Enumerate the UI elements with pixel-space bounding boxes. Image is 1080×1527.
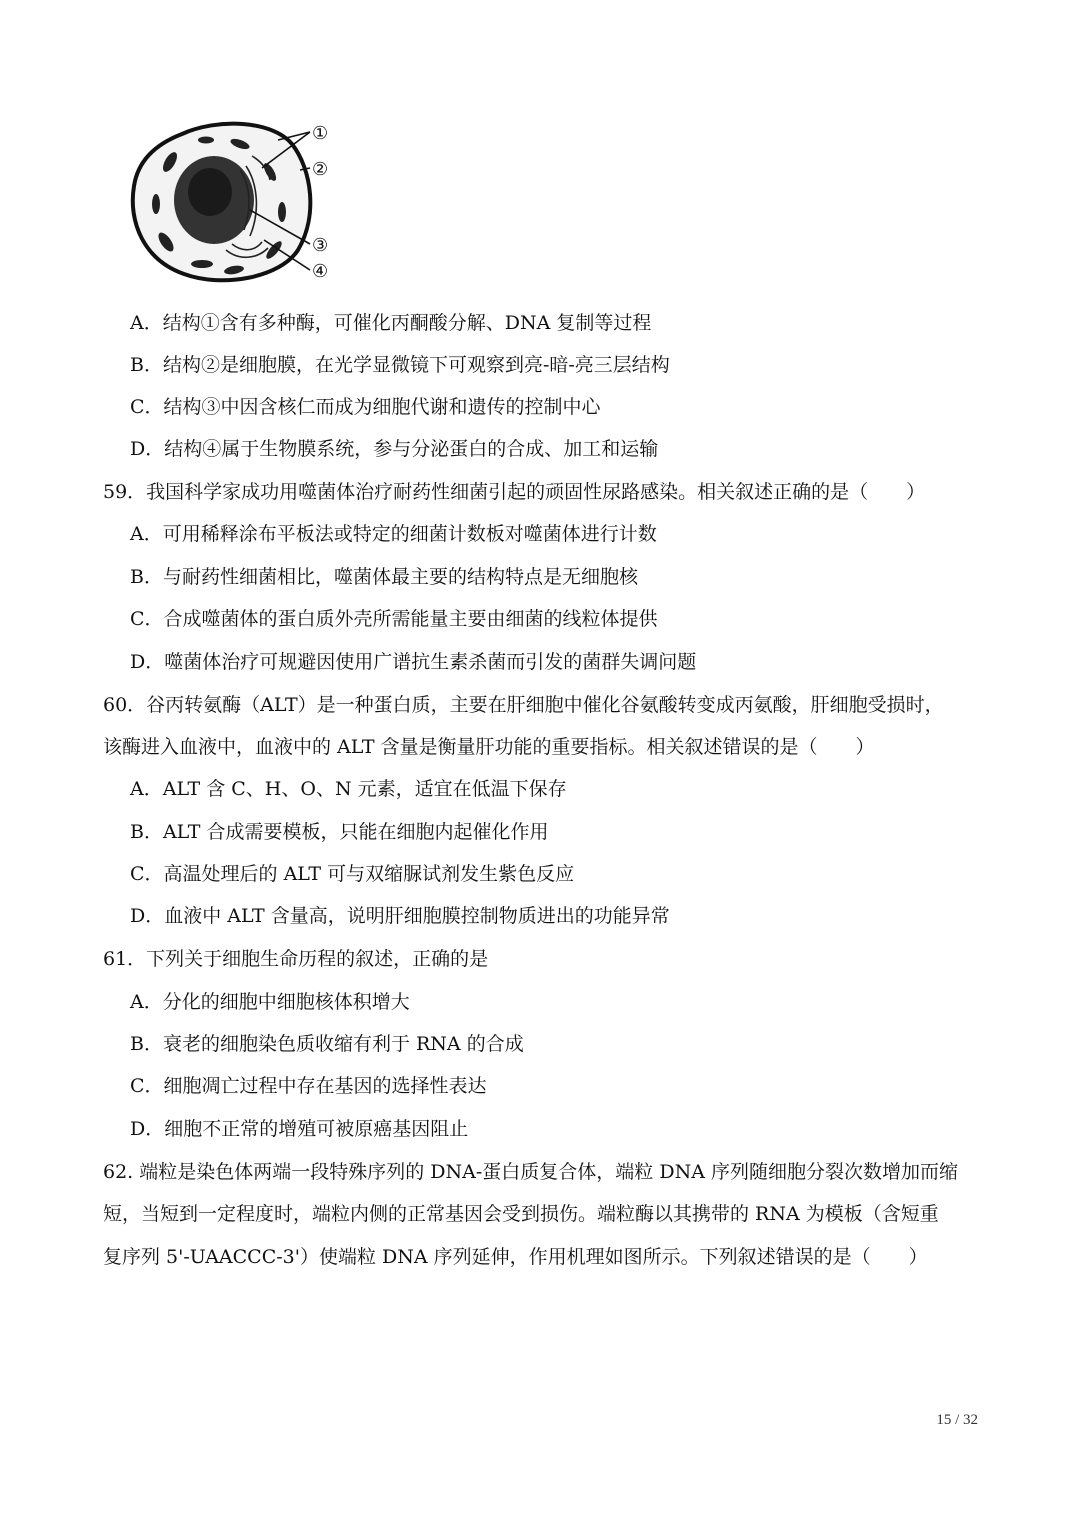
q58-option-a: A．结构①含有多种酶，可催化丙酮酸分解、DNA 复制等过程 — [130, 312, 652, 334]
page-number: 15 / 32 — [936, 1412, 978, 1428]
q62-stem-line-1: 62. 端粒是染色体两端一段特殊序列的 DNA-蛋白质复合体，端粒 DNA 序列随细胞分裂次数增加而缩 — [103, 1161, 958, 1183]
label-3: ③ — [312, 235, 329, 256]
q59-option-b: B．与耐药性细菌相比，噬菌体最主要的结构特点是无细胞核 — [130, 566, 638, 588]
q61-option-a: A．分化的细胞中细胞核体积增大 — [130, 991, 410, 1013]
q59-option-d: D．噬菌体治疗可规避因使用广谱抗生素杀菌而引发的菌群失调问题 — [130, 651, 697, 673]
q59-stem: 59．我国科学家成功用噬菌体治疗耐药性细菌引起的顽固性尿路感染。相关叙述正确的是（ ） — [103, 481, 926, 503]
q59-option-a: A．可用稀释涂布平板法或特定的细菌计数板对噬菌体进行计数 — [130, 523, 657, 545]
label-2: ② — [312, 159, 329, 180]
q60-option-a: A．ALT 含 C、H、O、N 元素，适宜在低温下保存 — [130, 778, 567, 800]
cell-diagram — [122, 112, 354, 290]
q58-option-b: B．结构②是细胞膜，在光学显微镜下可观察到亮-暗-亮三层结构 — [130, 354, 670, 376]
q60-stem-line-1: 60．谷丙转氨酶（ALT）是一种蛋白质，主要在肝细胞中催化谷氨酸转变成丙氨酸，肝细胞受损时， — [103, 694, 944, 716]
nucleus — [174, 156, 254, 244]
structure-labels — [312, 123, 328, 282]
q60-option-b: B．ALT 合成需要模板，只能在细胞内起催化作用 — [130, 821, 549, 843]
q60-stem-line-2: 该酶进入血液中，血液中的 ALT 含量是衡量肝功能的重要指标。相关叙述错误的是（ ） — [103, 736, 875, 758]
q61-option-b: B．衰老的细胞染色质收缩有利于 RNA 的合成 — [130, 1033, 524, 1055]
q59-option-c: C．合成噬菌体的蛋白质外壳所需能量主要由细菌的线粒体提供 — [130, 608, 658, 630]
q62-stem-line-3: 复序列 5'-UAACCC-3'）使端粒 DNA 序列延伸，作用机理如图所示。下列叙述错误的是（ ） — [103, 1246, 928, 1268]
q61-option-c: C．细胞凋亡过程中存在基因的选择性表达 — [130, 1075, 487, 1097]
q58-option-d: D．结构④属于生物膜系统，参与分泌蛋白的合成、加工和运输 — [130, 438, 659, 460]
q60-option-c: C．高温处理后的 ALT 可与双缩脲试剂发生紫色反应 — [130, 863, 575, 885]
label-4: ④ — [312, 261, 329, 282]
q61-stem: 61．下列关于细胞生命历程的叙述，正确的是 — [103, 948, 489, 970]
q60-option-d: D．血液中 ALT 含量高，说明肝细胞膜控制物质进出的功能异常 — [130, 905, 670, 927]
q58-option-c: C．结构③中因含核仁而成为细胞代谢和遗传的控制中心 — [130, 396, 601, 418]
q62-stem-line-2: 短，当短到一定程度时，端粒内侧的正常基因会受到损伤。端粒酶以其携带的 RNA 为模板（含短重 — [103, 1203, 939, 1225]
label-1: ① — [312, 123, 329, 144]
q61-option-d: D．细胞不正常的增殖可被原癌基因阻止 — [130, 1118, 469, 1140]
